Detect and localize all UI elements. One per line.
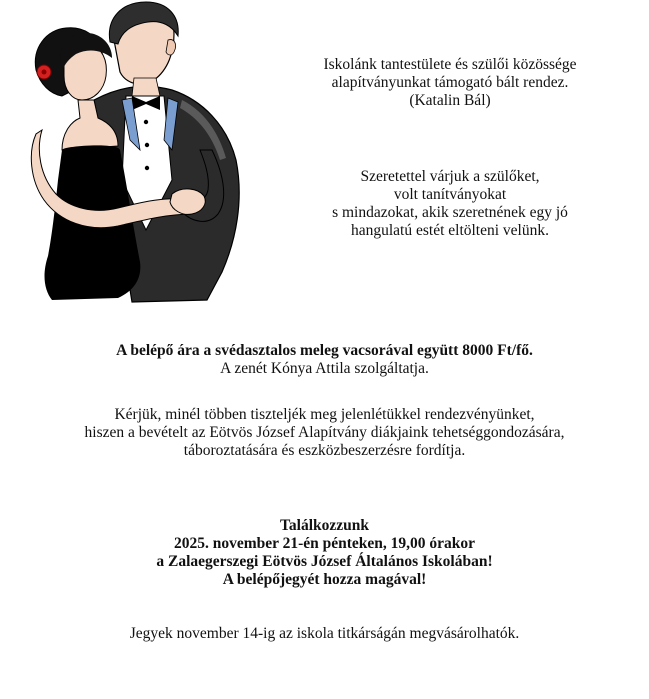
event-date: 2025. november 21-én pénteken, 19,00 órakor [173, 535, 476, 552]
request-paragraph [0, 406, 649, 460]
event-venue: a Zalaegerszegi Eötvös József Általános Iskolában! [156, 553, 493, 570]
bring-ticket-note: A belépőjegyét hozza magával! [222, 571, 427, 588]
ticket-price: A belépő ára a svédasztalos meleg vacsorával együtt 8000 Ft/fő. [116, 342, 533, 359]
intro-paragraph [270, 56, 630, 110]
request-line: hiszen a bevételt az Eötvös József Alapítvány diákjaink tehetséggondozására, [84, 424, 565, 441]
invite-line: hangulatú estét eltölteni velünk. [350, 222, 549, 239]
ball-name: (Katalin Bál) [409, 92, 491, 109]
intro-line: alapítványunkat támogató bált rendez. [331, 74, 569, 91]
request-line: táboroztatására és eszközbeszerzésre fordítja. [183, 442, 466, 459]
invitation-paragraph [270, 168, 630, 240]
meeting-paragraph [0, 517, 649, 589]
invite-line: s mindazokat, akik szeretnének egy jó [332, 204, 568, 221]
dancing-couple-illustration [22, 0, 254, 310]
ticket-sales-note: Jegyek november 14-ig az iskola titkárságán megvásárolhatók. [129, 625, 520, 642]
invite-line: Szeretettel várjuk a szülőket, [360, 168, 540, 185]
intro-line: Iskolánk tantestülete és szülői közössége [323, 56, 577, 73]
invite-line: volt tanítványokat [393, 186, 507, 203]
ticket-sales-paragraph [0, 625, 649, 643]
request-line: Kérjük, minél többen tiszteljék meg jelenlétükkel rendezvényünket, [114, 406, 535, 423]
meet-heading: Találkozzunk [279, 517, 370, 534]
price-paragraph [0, 342, 649, 378]
music-credit: A zenét Kónya Attila szolgáltatja. [220, 360, 429, 377]
